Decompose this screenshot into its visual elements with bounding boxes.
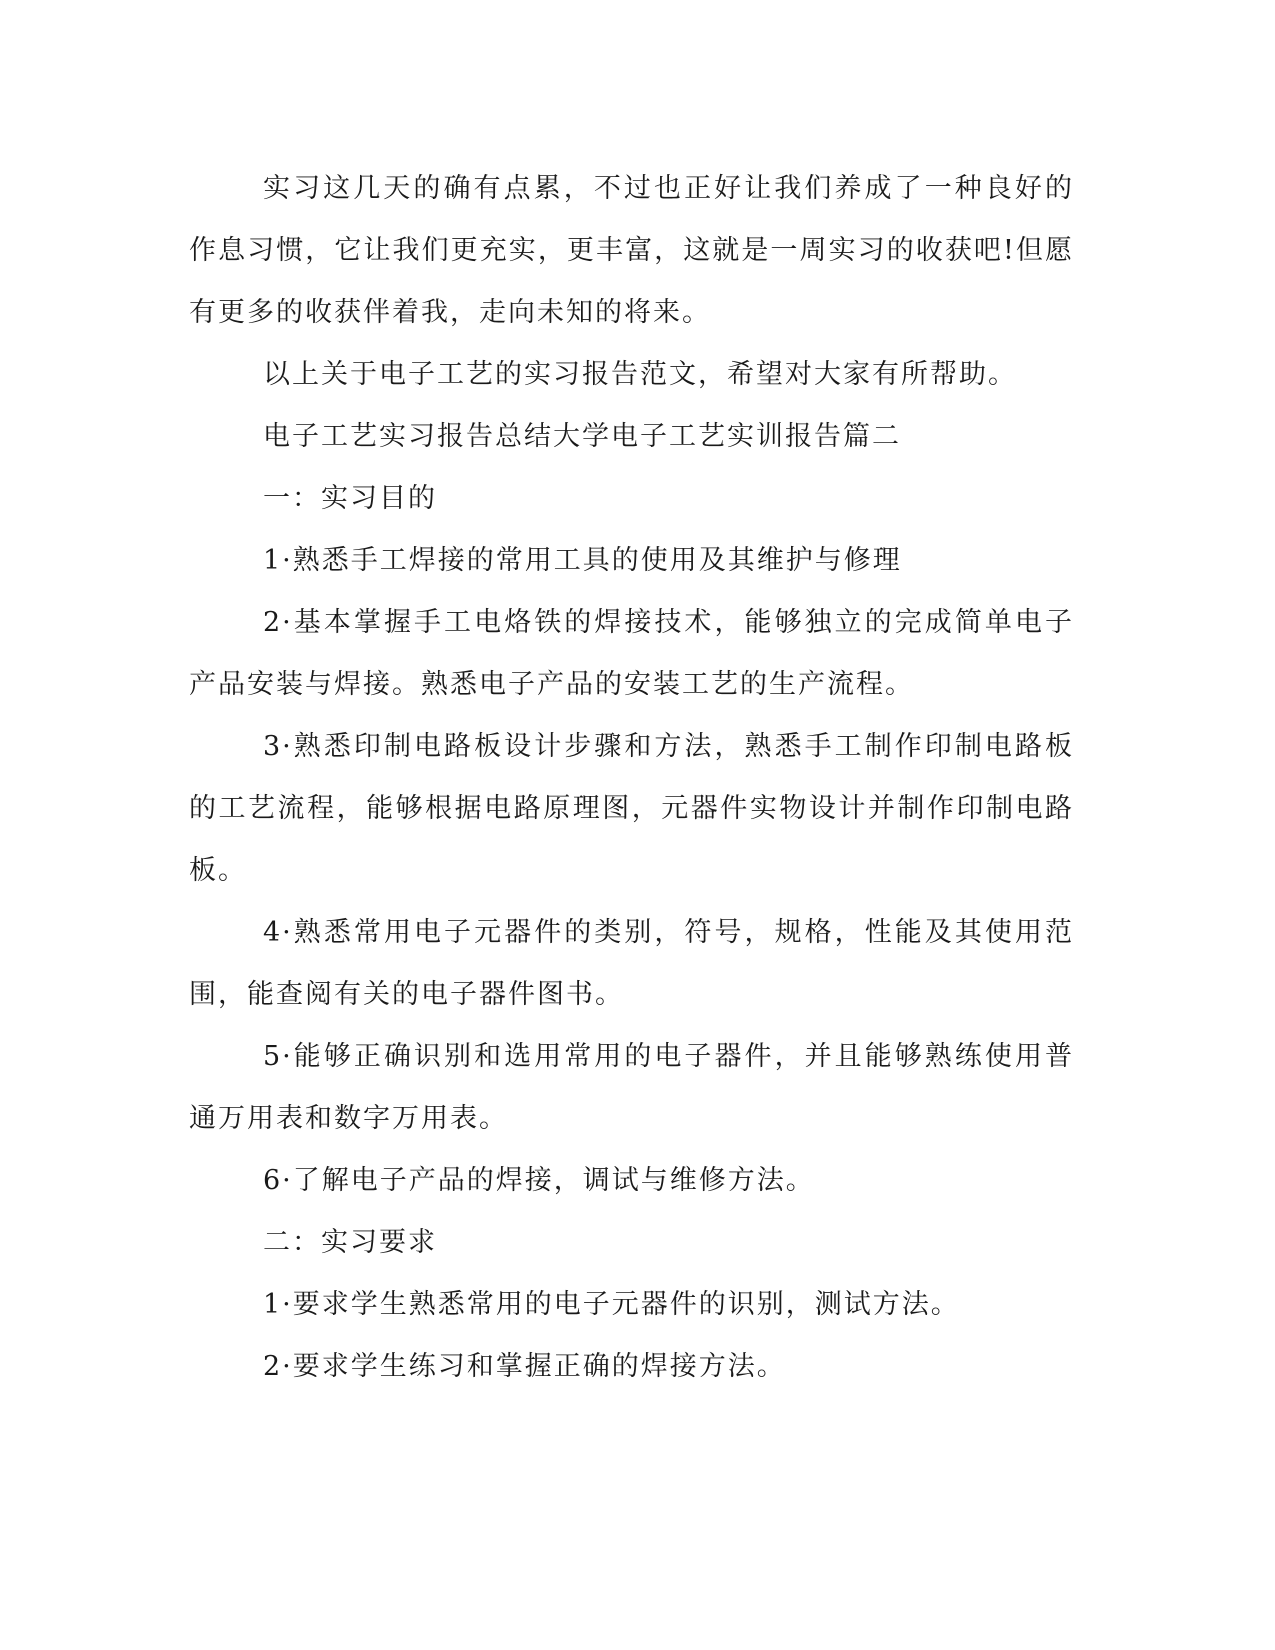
objective-item-6: 6·了解电子产品的焊接，调试与维修方法。	[263, 1165, 815, 1196]
heading-requirements: 二：实习要求	[263, 1227, 437, 1258]
requirement-item-2: 2·要求学生练习和掌握正确的焊接方法。	[263, 1351, 786, 1382]
paragraph-closing-reflection: 实习这几天的确有点累，不过也正好让我们养成了一种良好的作息习惯，它让我们更充实，更丰富，这就是一周实习的收获吧!但愿有更多的收获伴着我，走向未知的将来。	[189, 173, 1074, 328]
document-body	[189, 158, 1074, 1398]
objective-item-2: 2·基本掌握手工电烙铁的焊接技术，能够独立的完成简单电子产品安装与焊接。熟悉电子产品的安装工艺的生产流程。	[189, 607, 1074, 700]
objective-item-5: 5·能够正确识别和选用常用的电子器件，并且能够熟练使用普通万用表和数字万用表。	[189, 1041, 1074, 1134]
objective-item-3: 3·熟悉印制电路板设计步骤和方法，熟悉手工制作印制电路板的工艺流程，能够根据电路原理图，元器件实物设计并制作印制电路板。	[189, 731, 1074, 886]
objective-item-1: 1·熟悉手工焊接的常用工具的使用及其维护与修理	[263, 545, 902, 576]
section-title: 电子工艺实习报告总结大学电子工艺实训报告篇二	[263, 421, 901, 452]
paragraph-summary: 以上关于电子工艺的实习报告范文，希望对大家有所帮助。	[263, 359, 1017, 390]
requirement-item-1: 1·要求学生熟悉常用的电子元器件的识别，测试方法。	[263, 1289, 960, 1320]
objective-item-4: 4·熟悉常用电子元器件的类别，符号，规格，性能及其使用范围，能查阅有关的电子器件图书。	[189, 917, 1074, 1010]
heading-objectives: 一：实习目的	[263, 483, 437, 514]
